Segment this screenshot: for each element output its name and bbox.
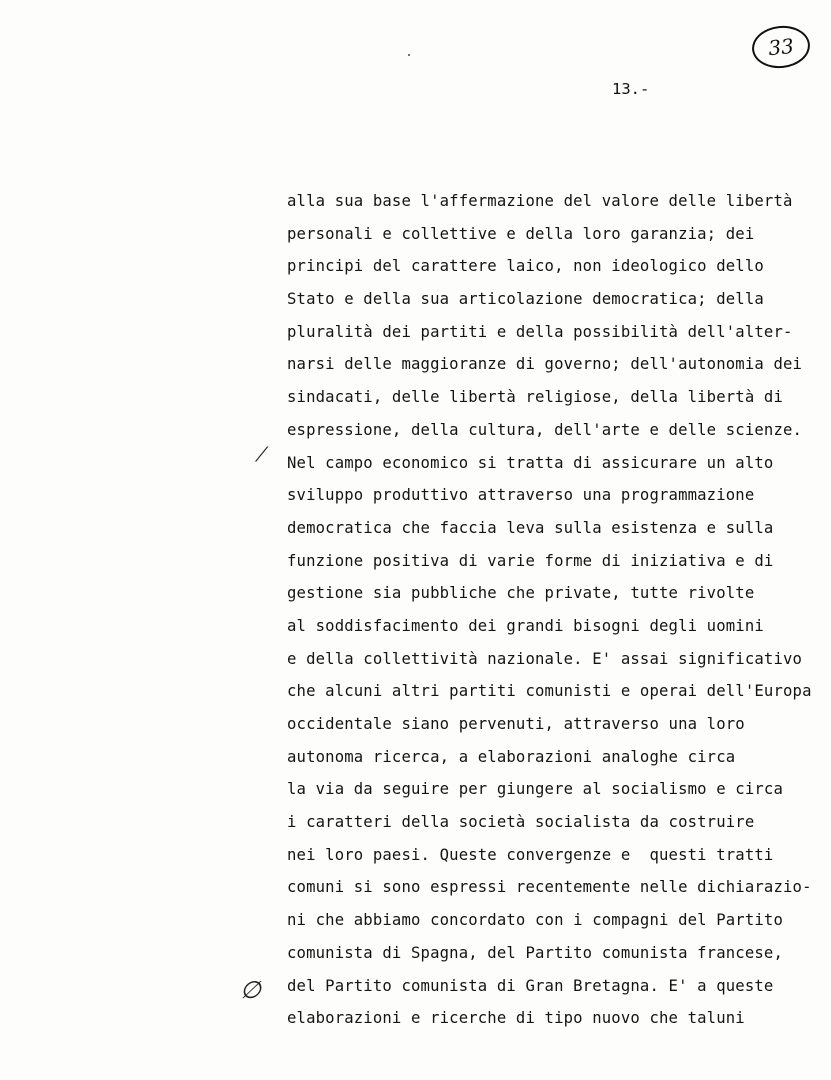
text-line: narsi delle maggioranze di governo; dell'autonomia dei bbox=[287, 355, 803, 374]
text-line: alla sua base l'affermazione del valore delle libertà bbox=[287, 192, 793, 210]
text-line: occidentale siano pervenuti, attraverso una loro bbox=[287, 715, 745, 733]
stamp-number: 33 bbox=[767, 33, 795, 61]
text-line: principi del carattere laico, non ideologico dello bbox=[287, 257, 764, 276]
text-line: che alcuni altri partiti comunisti e operai dell'Europa bbox=[287, 682, 812, 701]
handwritten-page-stamp bbox=[750, 23, 812, 71]
text-line: sindacati, delle libertà religiose, della libertà di bbox=[287, 388, 783, 407]
text-line: comunista di Spagna, del Partito comunista francese, bbox=[287, 943, 783, 962]
text-line: i caratteri della società socialista da costruire bbox=[287, 813, 755, 832]
text-line: gestione sia pubbliche che private, tutte rivolte bbox=[287, 584, 755, 603]
text-line: pluralità dei partiti e della possibilità dell'alter- bbox=[287, 322, 793, 341]
text-line: e della collettività nazionale. E' assai significativo bbox=[287, 649, 803, 668]
body-text bbox=[287, 187, 827, 1037]
text-line: del Partito comunista di Gran Bretagna. E' a queste bbox=[287, 976, 774, 995]
text-line: al soddisfacimento dei grandi bisogni degli uomini bbox=[287, 616, 764, 635]
margin-mark-icon: ∅ bbox=[240, 976, 261, 1004]
text-line: nei loro paesi. Queste convergenze e questi tratti bbox=[287, 845, 774, 864]
text-line: sviluppo produttivo attraverso una programmazione bbox=[287, 486, 755, 505]
text-line: personali e collettive e della loro garanzia; dei bbox=[287, 224, 755, 243]
text-line: democratica che faccia leva sulla esistenza e sulla bbox=[287, 518, 774, 537]
text-line: autonoma ricerca, a elaborazioni analoghe circa bbox=[287, 747, 736, 766]
text-line: Stato e della sua articolazione democratica; della bbox=[287, 290, 764, 309]
text-line: espressione, della cultura, dell'arte e delle scienze. bbox=[287, 420, 803, 439]
text-line: comuni si sono espressi recentemente nelle dichiarazio- bbox=[287, 878, 812, 897]
text-line: funzione positiva di varie forme di iniziativa e di bbox=[287, 551, 774, 570]
text-line: ni che abbiamo concordato con i compagni del Partito bbox=[287, 911, 783, 930]
text-line: Nel campo economico si tratta di assicurare un alto bbox=[287, 453, 774, 472]
margin-mark-icon: ⁄ bbox=[260, 442, 264, 466]
text-line: la via da seguire per giungere al socialismo e circa bbox=[287, 780, 783, 799]
page-number: 13.- bbox=[612, 80, 650, 98]
paper-speck bbox=[408, 54, 410, 56]
text-line: elaborazioni e ricerche di tipo nuovo che taluni bbox=[287, 1009, 745, 1028]
